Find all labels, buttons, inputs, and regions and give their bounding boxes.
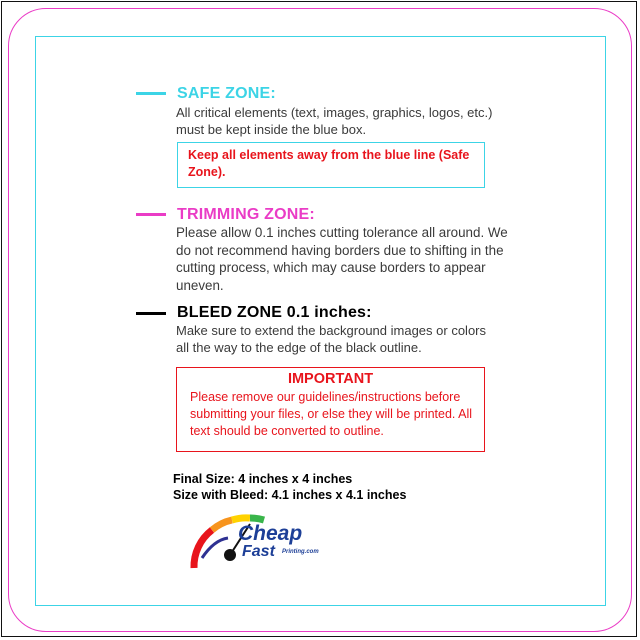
bleed-zone-marker <box>136 312 166 315</box>
bleed-zone-text: Make sure to extend the background images or colors all the way to the edge of the black outline. <box>176 323 487 355</box>
important-text: Please remove our guidelines/instructions before submitting your files, or else they will be printed. All text should be converted to outline. <box>190 390 473 438</box>
important-title: IMPORTANT <box>287 371 374 387</box>
bleed-size: Size with Bleed: 4.1 inches x 4.1 inches <box>173 488 407 502</box>
logo-cheap-text: Cheap <box>238 522 303 545</box>
safe-zone-heading: SAFE ZONE: <box>177 85 276 102</box>
trimming-zone-marker <box>136 213 166 216</box>
bleed-zone-heading: BLEED ZONE 0.1 inches: <box>177 304 372 321</box>
trimming-zone-heading: TRIMMING ZONE: <box>177 206 315 223</box>
final-size: Final Size: 4 inches x 4 inches <box>173 472 353 486</box>
safe-zone-marker <box>136 92 166 95</box>
safe-zone-note: Keep all elements away from the blue line (Safe Zone). <box>188 148 470 179</box>
logo-printing-text: Printing.com <box>282 549 319 555</box>
trimming-zone-text: Please allow 0.1 inches cutting tolerance all around. We do not recommend having borders due to shifting in the cutting process, which may cause borders to appear uneven. <box>176 225 508 293</box>
logo-fast-text: Fast <box>242 543 275 560</box>
safe-zone-text: All critical elements (text, images, graphics, logos, etc.) must be kept inside the blue box. <box>176 105 493 137</box>
